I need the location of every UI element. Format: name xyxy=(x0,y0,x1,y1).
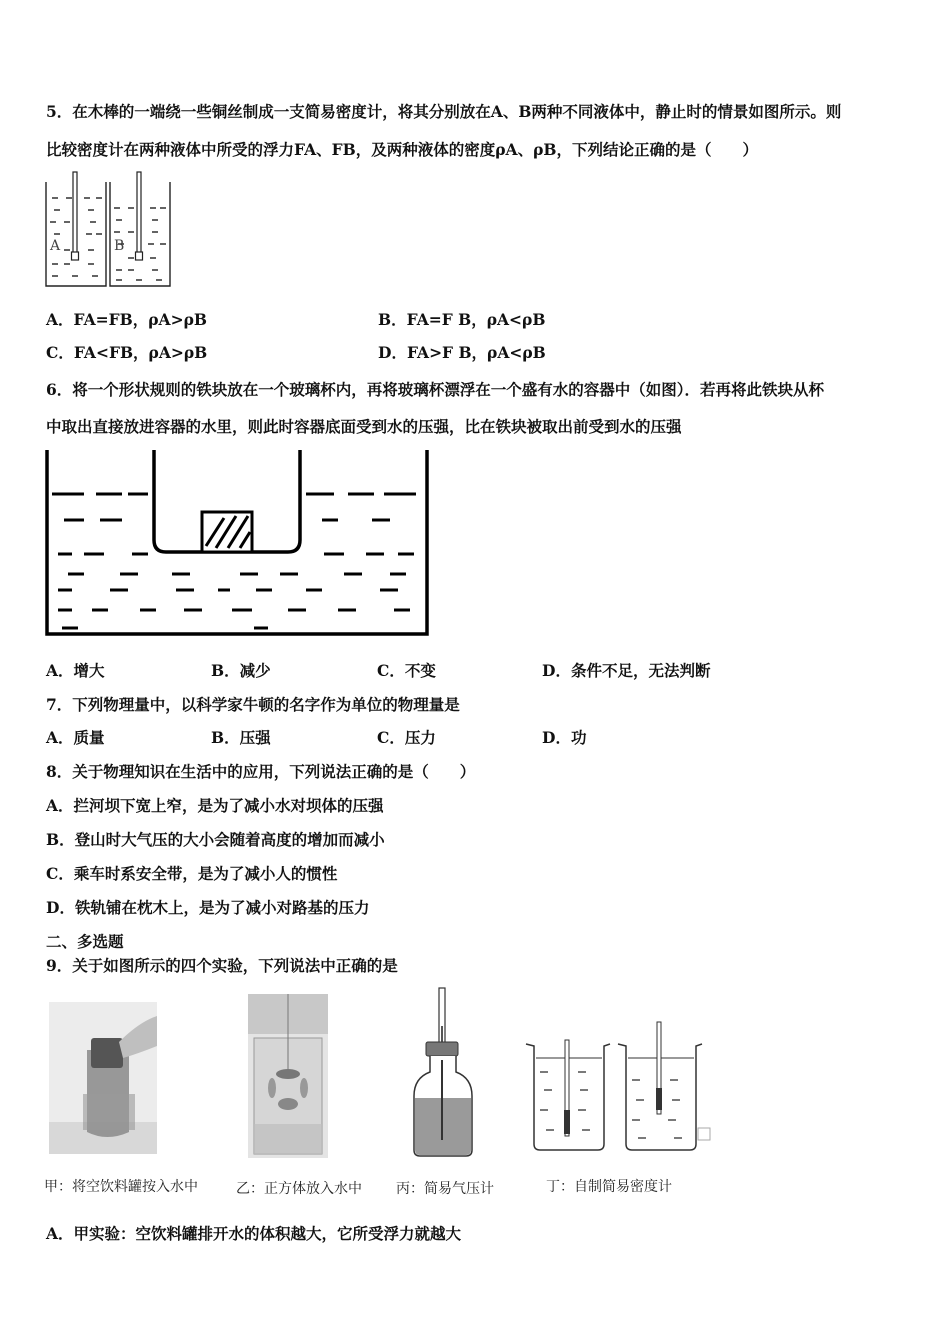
label-b: B xyxy=(114,238,125,254)
q5-option-d: D．FA>F B，ρA<ρB xyxy=(378,343,546,362)
q5-line1: 5．在木棒的一端绕一些铜丝制成一支简易密度计，将其分别放在A、B两种不同液体中，静止时的情景如图所示。则 xyxy=(46,102,842,121)
q7-option-a: A．质量 xyxy=(46,728,105,747)
q9-option-a: A．甲实验：空饮料罐排开水的体积越大，它所受浮力就越大 xyxy=(46,1224,462,1243)
q6-line1: 6．将一个形状规则的铁块放在一个玻璃杯内，再将玻璃杯漂浮在一个盛有水的容器中（如图）．若再将此铁块从杯 xyxy=(46,380,825,399)
q6-line2: 中取出直接放进容器的水里，则此时容器底面受到水的压强，比在铁块被取出前受到水的压强 xyxy=(46,417,682,436)
q8-option-a: A．拦河坝下宽上窄，是为了减小水对坝体的压强 xyxy=(46,796,384,815)
q8-line1: 8．关于物理知识在生活中的应用，下列说法正确的是（ ） xyxy=(46,762,476,781)
q5-option-b: B．FA=F B，ρA<ρB xyxy=(378,310,546,329)
q8-option-c: C．乘车时系安全带，是为了减小人的惯性 xyxy=(46,864,338,883)
q6-container-figure xyxy=(44,448,432,640)
q6-option-c: C．不变 xyxy=(377,661,436,680)
q5-option-a: A．FA=FB，ρA>ρB xyxy=(46,310,207,329)
q9-line1: 9．关于如图所示的四个实验，下列说法中正确的是 xyxy=(46,956,398,975)
q5-option-c: C．FA<FB，ρA>ρB xyxy=(46,343,208,362)
q9-caption-bing: 丙：简易气压计 xyxy=(396,1181,494,1197)
label-a: A xyxy=(50,238,61,254)
q7-line1: 7．下列物理量中，以科学家牛顿的名字作为单位的物理量是 xyxy=(46,695,460,714)
section-heading-multiple-choice: 二、多选题 xyxy=(46,932,124,951)
q9-caption-yi: 乙：正方体放入水中 xyxy=(236,1181,362,1197)
q7-option-d: D．功 xyxy=(542,728,587,747)
q6-option-a: A．增大 xyxy=(46,661,105,680)
q7-option-c: C．压力 xyxy=(377,728,436,747)
q9-hydrometer-diagram xyxy=(522,1018,712,1154)
q8-option-b: B．登山时大气压的大小会随着高度的增加而减小 xyxy=(46,830,385,849)
q9-barometer-diagram xyxy=(408,986,478,1158)
q8-option-d: D．铁轨铺在枕木上，是为了减小对路基的压力 xyxy=(46,898,370,917)
q5-line2: 比较密度计在两种液体中所受的浮力FA、FB，及两种液体的密度ρA、ρB，下列结论正确的是（ ） xyxy=(46,140,758,159)
q9-caption-ding: 丁：自制简易密度计 xyxy=(546,1179,672,1195)
q6-option-b: B．减少 xyxy=(211,661,271,680)
q6-option-d: D．条件不足，无法判断 xyxy=(542,661,711,680)
q9-photo-jia xyxy=(49,1002,157,1154)
q5-density-meter-figure xyxy=(44,170,174,290)
q9-photo-yi xyxy=(248,994,328,1158)
q9-caption-jia: 甲：将空饮料罐按入水中 xyxy=(44,1179,198,1195)
q7-option-b: B．压强 xyxy=(211,728,271,747)
